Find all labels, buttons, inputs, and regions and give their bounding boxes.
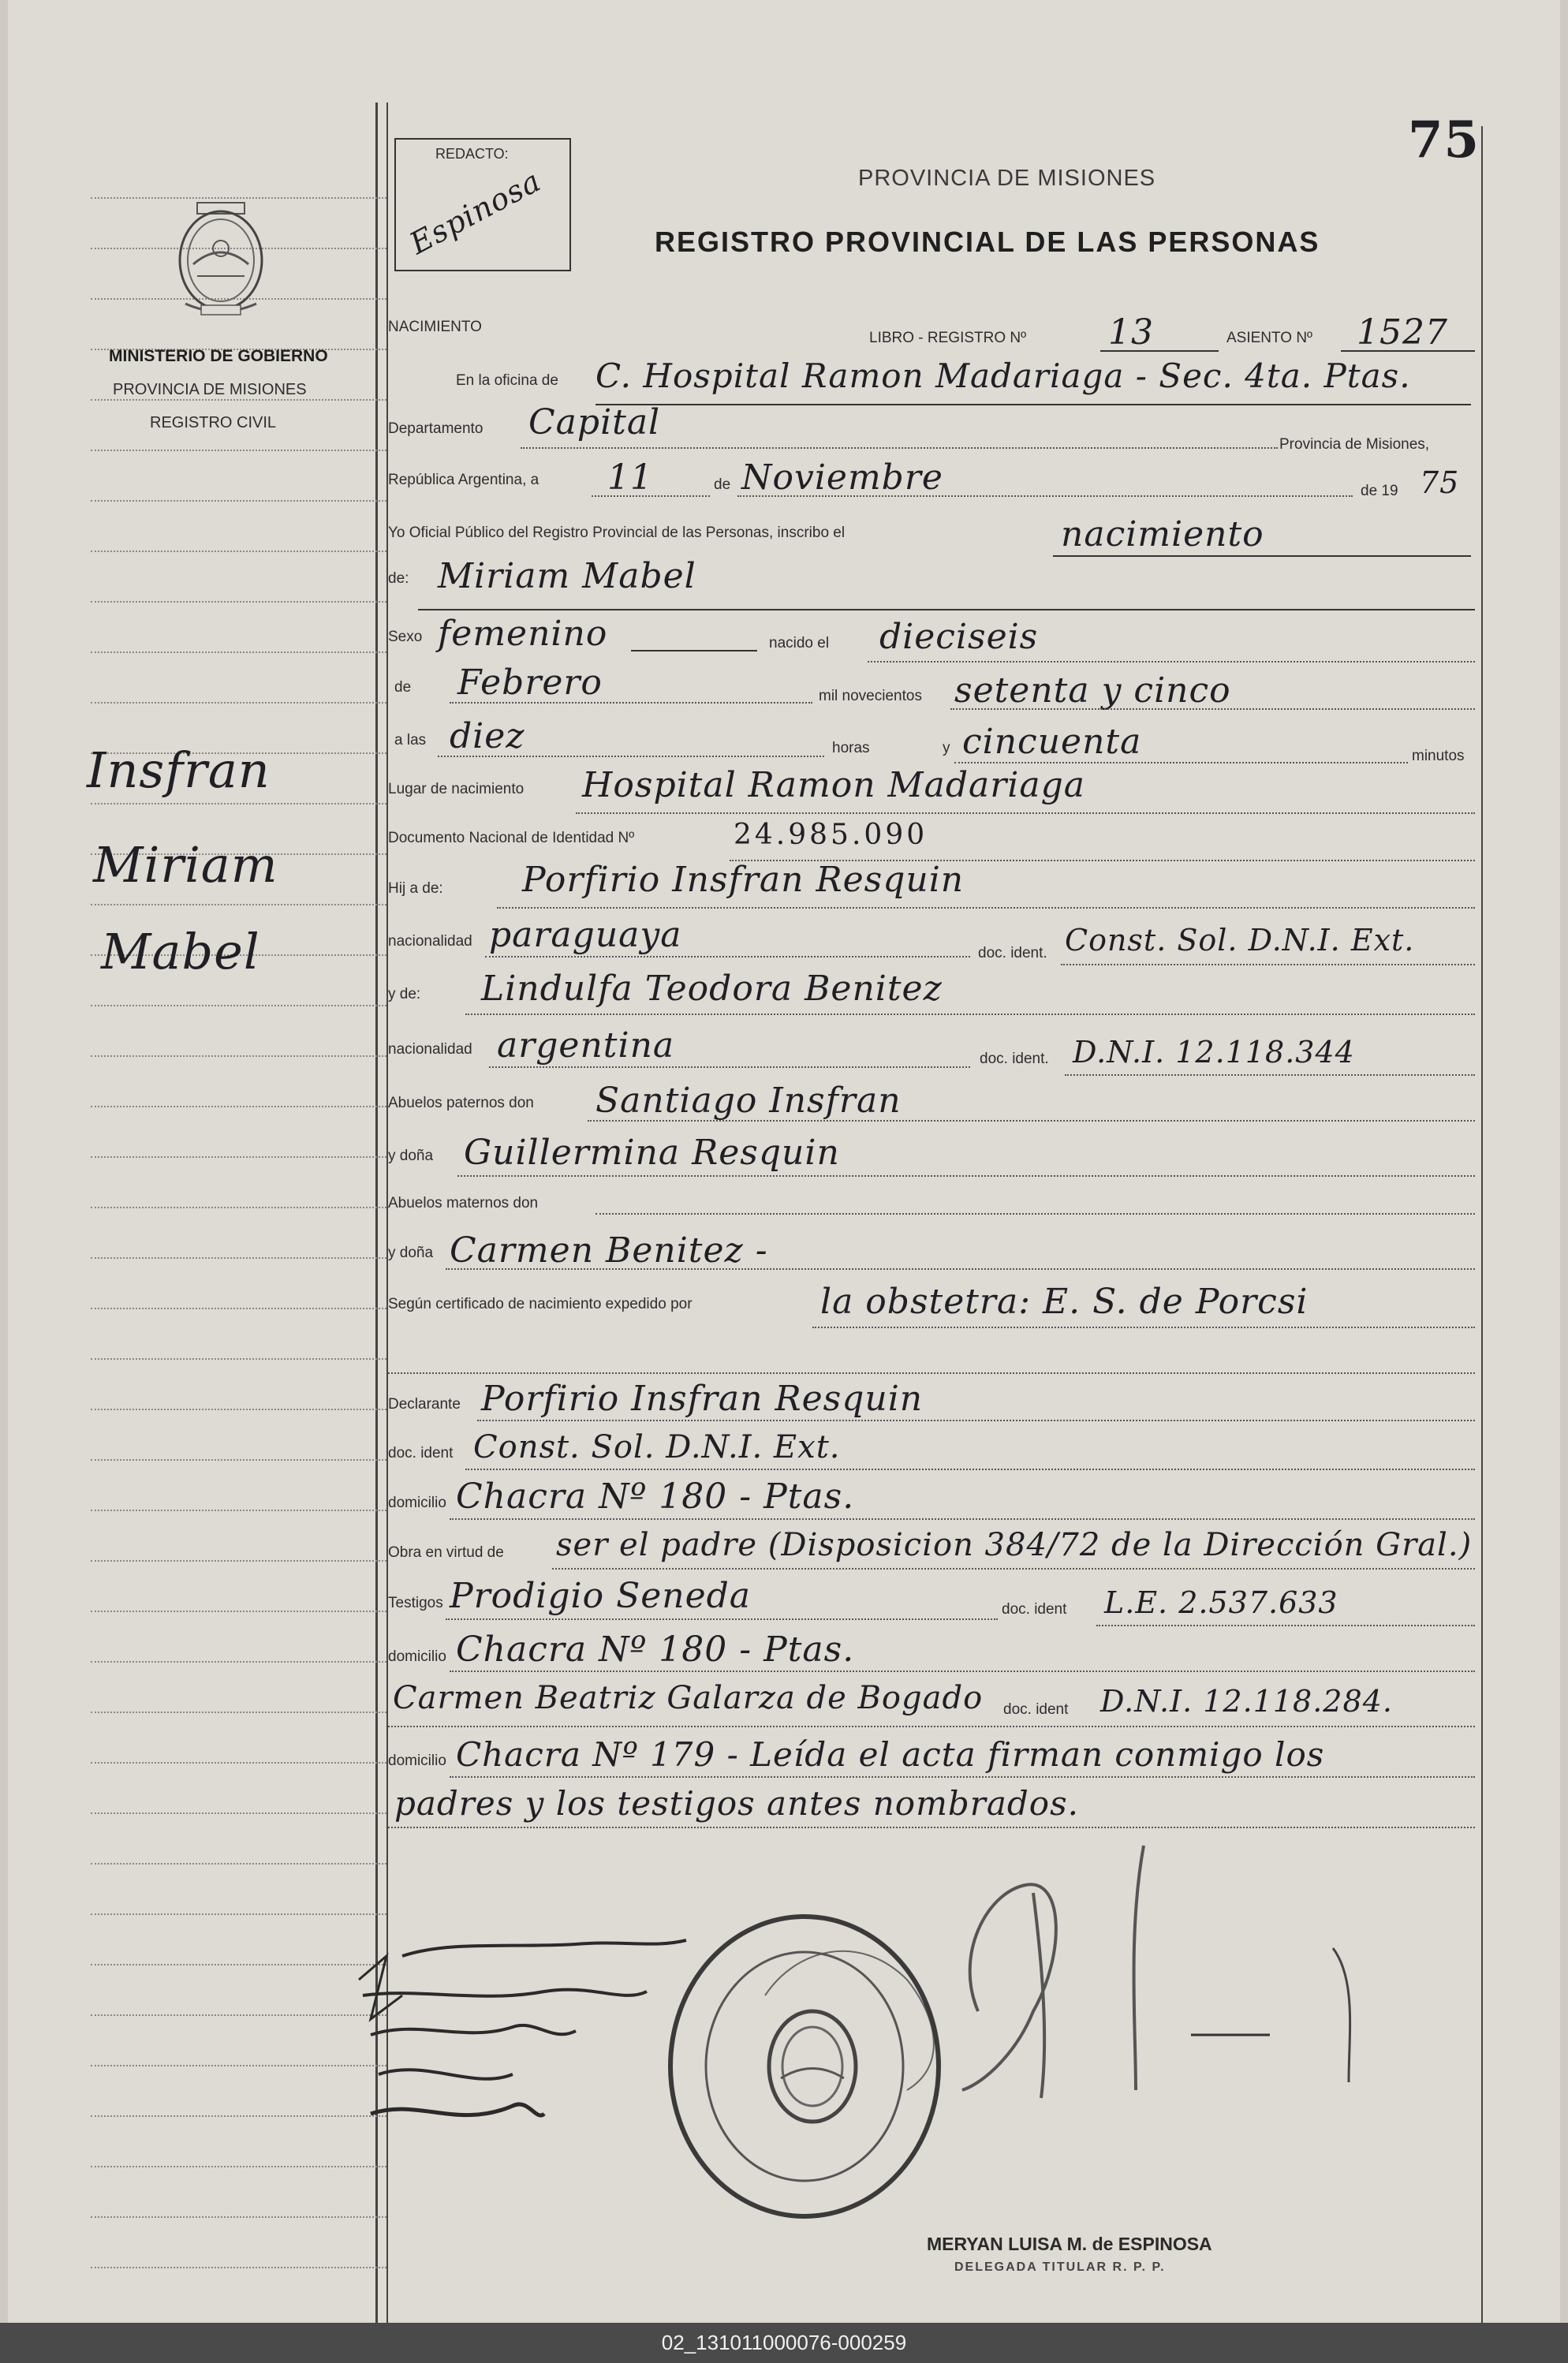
margin-line xyxy=(91,1964,386,1965)
ydona1-label: y doña xyxy=(388,1148,434,1164)
docid4-label: doc. ident xyxy=(1002,1601,1067,1618)
alas-label: a las xyxy=(394,732,427,748)
nombre-line xyxy=(418,609,1475,610)
departamento-line xyxy=(521,447,1278,449)
ab-mat2-line xyxy=(446,1268,1475,1270)
padre-value: Porfirio Insfran Resquin xyxy=(522,860,965,900)
margin-line xyxy=(91,2166,386,2167)
nac2-value: argentina xyxy=(497,1025,675,1066)
nombre-value: Miriam Mabel xyxy=(438,556,696,596)
ab-mat2-value: Carmen Benitez - xyxy=(450,1230,768,1271)
ministry-province: PROVINCIA DE MISIONES xyxy=(113,381,307,398)
domicilio2-line xyxy=(450,1671,1475,1672)
official-name: MERYAN LUISA M. de ESPINOSA xyxy=(927,2234,1212,2254)
margin-line xyxy=(91,1762,386,1764)
asiento-label: ASIENTO Nº xyxy=(1226,330,1312,346)
declarante-label: Declarante xyxy=(388,1396,461,1413)
testigo1-value: Prodigio Seneda xyxy=(450,1576,752,1616)
mil-line xyxy=(950,708,1475,710)
oficial-value: nacimiento xyxy=(1061,514,1264,554)
madre-line xyxy=(465,1014,1475,1015)
oficina-value: C. Hospital Ramon Madariaga - Sec. 4ta. Ptas. xyxy=(595,357,1411,395)
ab-pat2-value: Guillermina Resquin xyxy=(464,1133,840,1173)
minutos-line xyxy=(954,762,1408,763)
hora-value: diez xyxy=(450,716,525,756)
ab-pat-value: Santiago Insfran xyxy=(595,1081,902,1121)
margin-line xyxy=(91,1308,386,1309)
testigo2-value: Carmen Beatriz Galarza de Bogado xyxy=(393,1680,984,1716)
certificado-label: Según certificado de nacimiento expedido por xyxy=(388,1296,693,1312)
margin-line xyxy=(91,1207,386,1208)
madre-value: Lindulfa Teodora Benitez xyxy=(481,969,943,1009)
closing-line xyxy=(388,1827,1475,1828)
ministry-registry: REGISTRO CIVIL xyxy=(150,414,277,431)
margin-line xyxy=(91,1560,386,1562)
margin-line xyxy=(91,500,386,502)
margin-line xyxy=(91,1358,386,1360)
docid5-value: D.N.I. 12.118.284. xyxy=(1100,1684,1393,1719)
margin-line xyxy=(91,2115,386,2117)
departamento-value: Capital xyxy=(528,402,661,442)
mil-value: setenta y cinco xyxy=(954,670,1231,711)
margin-line xyxy=(91,2216,386,2218)
ydona2-label: y doña xyxy=(388,1245,434,1261)
nac2-line xyxy=(489,1066,970,1068)
document-page xyxy=(8,0,1560,2323)
sexo-value: femenino xyxy=(438,614,608,654)
ab-mat-line xyxy=(595,1213,1475,1215)
docid1-value: Const. Sol. D.N.I. Ext. xyxy=(1065,923,1415,958)
certificado-line xyxy=(812,1327,1475,1328)
margin-line xyxy=(91,1863,386,1865)
documento-value: 24.985.090 xyxy=(734,819,928,851)
libro-line xyxy=(1100,350,1219,352)
margin-line xyxy=(91,803,386,804)
docid4-value: L.E. 2.537.633 xyxy=(1104,1585,1338,1620)
yde-label: y de: xyxy=(388,986,421,1002)
margin-line xyxy=(91,1257,386,1259)
docid2-label: doc. ident. xyxy=(980,1051,1049,1067)
anio-label: de 19 xyxy=(1361,483,1398,499)
docid3-label: doc. ident xyxy=(388,1445,454,1461)
image-identifier-bar xyxy=(0,2323,1568,2363)
obra-label: Obra en virtud de xyxy=(388,1544,504,1561)
ministry-title: MINISTERIO DE GOBIERNO xyxy=(109,347,328,365)
provincia-label: Provincia de Misiones, xyxy=(1279,436,1430,453)
margin-line xyxy=(91,2014,386,2016)
docid3-line xyxy=(465,1469,1475,1470)
docid2-value: D.N.I. 12.118.344 xyxy=(1073,1035,1355,1070)
margin-line xyxy=(91,1812,386,1814)
documento-label: Documento Nacional de Identidad Nº xyxy=(388,830,635,846)
closing-value: padres y los testigos antes nombrados. xyxy=(394,1784,1079,1823)
libro-value: 13 xyxy=(1108,312,1154,353)
margin-line xyxy=(91,651,386,653)
sexo-label: Sexo xyxy=(388,629,423,645)
header-province: PROVINCIA DE MISIONES xyxy=(858,166,1156,191)
coat-of-arms-icon xyxy=(170,201,272,319)
asiento-line xyxy=(1341,350,1475,352)
margin-line xyxy=(91,1913,386,1915)
margin-note-first-name: Miriam xyxy=(93,836,278,894)
margin-line xyxy=(91,399,386,401)
certificado-line-2 xyxy=(388,1372,1475,1374)
margin-line xyxy=(91,1055,386,1057)
oficial-line xyxy=(1053,555,1471,557)
image-identifier: 02_131011000076-000259 xyxy=(661,2331,907,2354)
margin-line xyxy=(91,450,386,451)
margin-line xyxy=(91,1106,386,1107)
dia-line xyxy=(592,495,710,497)
ab-pat-line xyxy=(588,1120,1475,1122)
certificado-value: la obstetra: E. S. de Porcsi xyxy=(820,1282,1309,1322)
asiento-value: 1527 xyxy=(1357,312,1448,353)
redacto-box xyxy=(394,138,571,271)
mil-label: mil novecientos xyxy=(819,688,922,704)
margin-line xyxy=(91,2267,386,2268)
margin-line xyxy=(91,904,386,905)
margin-line xyxy=(91,1409,386,1410)
margin-line xyxy=(91,1611,386,1612)
libro-label: LIBRO - REGISTRO Nº xyxy=(869,330,1027,346)
nac2-label: nacionalidad xyxy=(388,1041,472,1058)
hija-label: Hij a de: xyxy=(388,880,443,897)
de2-label: de: xyxy=(388,570,409,587)
margin-line xyxy=(91,1712,386,1713)
docid5-label: doc. ident xyxy=(1003,1701,1069,1718)
mes-nac-line xyxy=(450,702,812,704)
mes-value: Noviembre xyxy=(741,457,943,498)
domicilio3-value: Chacra Nº 179 - Leída el acta firman conmigo los xyxy=(456,1735,1325,1774)
domicilio3-label: domicilio xyxy=(388,1753,446,1769)
domicilio2-value: Chacra Nº 180 - Ptas. xyxy=(456,1629,855,1670)
oficial-label: Yo Oficial Público del Registro Provincial de las Personas, inscribo el xyxy=(388,524,846,541)
lugar-line xyxy=(576,812,1475,814)
nac1-label: nacionalidad xyxy=(388,933,472,950)
docid1-label: doc. ident. xyxy=(978,945,1047,961)
header-registry: REGISTRO PROVINCIAL DE LAS PERSONAS xyxy=(655,226,1320,258)
nacido-line xyxy=(868,661,1475,663)
sexo-line xyxy=(631,650,757,651)
margin-line xyxy=(91,551,386,552)
margin-line xyxy=(91,601,386,603)
testigos-label: Testigos xyxy=(388,1595,443,1611)
obra-value: ser el padre (Disposicion 384/72 de la Dirección Gral.) xyxy=(556,1527,1473,1563)
margin-line xyxy=(91,1510,386,1511)
testigo2-line xyxy=(388,1726,1475,1727)
official-title: DELEGADA TITULAR R. P. P. xyxy=(954,2260,1166,2274)
ab-pat2-line xyxy=(457,1175,1475,1177)
domicilio1-label: domicilio xyxy=(388,1495,446,1511)
redacto-value: Espinosa xyxy=(404,163,547,261)
nac1-line xyxy=(485,956,970,958)
domicilio3-line xyxy=(450,1776,1475,1778)
testigo1-line xyxy=(446,1618,998,1620)
declarante-line xyxy=(477,1420,1475,1421)
mes-line xyxy=(737,495,1353,497)
hora-line xyxy=(438,756,824,757)
margin-line xyxy=(91,1156,386,1158)
nacido-value: dieciseis xyxy=(879,617,1039,657)
mes-nac-value: Febrero xyxy=(457,663,603,703)
domicilio2-label: domicilio xyxy=(388,1648,446,1665)
margin-note-middle-name: Mabel xyxy=(101,923,260,980)
obra-line xyxy=(552,1568,1475,1570)
margin-line xyxy=(91,1661,386,1663)
oficina-label: En la oficina de xyxy=(456,372,558,389)
de-label: de xyxy=(714,476,731,493)
nac1-value: paraguaya xyxy=(489,915,682,955)
ab-mat-label: Abuelos maternos don xyxy=(388,1195,539,1211)
margin-note-surname: Insfran xyxy=(87,741,271,799)
departamento-label: Departamento xyxy=(388,420,483,437)
docid1-line xyxy=(1061,964,1475,965)
ab-pat-label: Abuelos paternos don xyxy=(388,1095,534,1111)
domicilio1-line xyxy=(450,1518,1475,1520)
margin-line xyxy=(91,2065,386,2066)
domicilio1-value: Chacra Nº 180 - Ptas. xyxy=(456,1476,855,1517)
de3-label: de xyxy=(394,679,412,696)
republica-label: República Argentina, a xyxy=(388,472,539,488)
official-stamp-icon xyxy=(663,1909,946,2224)
nacimiento-label: NACIMIENTO xyxy=(388,319,482,335)
margin-line xyxy=(91,1005,386,1006)
anio-value: 75 xyxy=(1420,465,1460,500)
docid3-value: Const. Sol. D.N.I. Ext. xyxy=(473,1429,841,1465)
margin-line xyxy=(91,197,386,199)
docid4-line xyxy=(1096,1625,1475,1626)
docid2-line xyxy=(1065,1074,1475,1076)
margin-line xyxy=(91,1459,386,1461)
page-number: 75 xyxy=(1408,110,1480,170)
margin-line xyxy=(91,702,386,704)
horas-label: horas xyxy=(832,740,870,756)
dia-value: 11 xyxy=(607,457,653,498)
nacido-label: nacido el xyxy=(769,635,830,651)
padre-line xyxy=(497,907,1475,909)
lugar-label: Lugar de nacimiento xyxy=(388,781,525,797)
oficina-line xyxy=(595,404,1471,405)
declarante-value: Porfirio Insfran Resquin xyxy=(481,1379,924,1419)
y-label: y xyxy=(943,740,950,756)
redacto-label: REDACTO: xyxy=(435,146,509,162)
lugar-value: Hospital Ramon Madariaga xyxy=(582,765,1085,805)
minutos-label: minutos xyxy=(1412,748,1465,764)
minutos-value: cincuenta xyxy=(962,722,1142,762)
